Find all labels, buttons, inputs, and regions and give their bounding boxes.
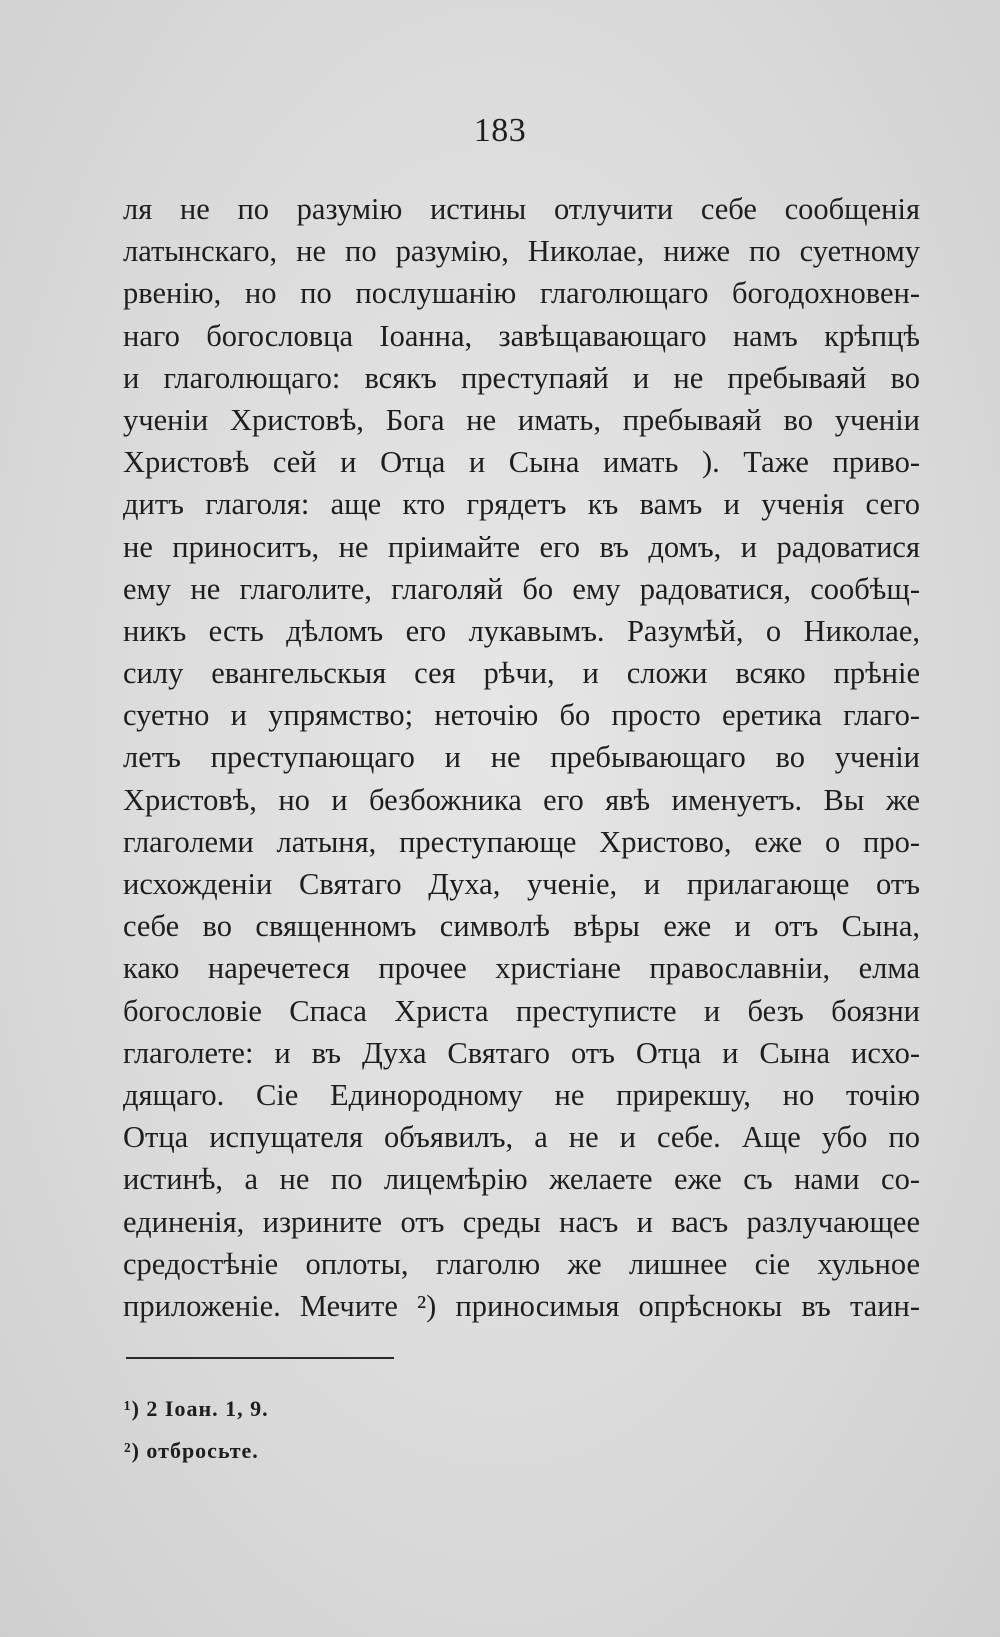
- text-line: средостѣніе оплоты, глаголю же лишнее сіе хульное: [123, 1246, 920, 1281]
- text-line: силу евангельскыя сея рѣчи, и сложи всяко прѣніе: [123, 656, 920, 691]
- text-line: латынскаго, не по разумію, Николае, ниже по суетному: [123, 234, 920, 269]
- footnotes: [124, 1388, 624, 1472]
- text-line: ученіи Христовѣ, Бога не имать, пребываяй во ученіи: [123, 402, 920, 437]
- text-line: и глаголющаго: всякъ преступаяй и не пребываяй во: [123, 360, 920, 395]
- footnote-mark: ²): [124, 1438, 140, 1463]
- text-line: единенія, изрините отъ среды насъ и васъ разлучающее: [123, 1204, 920, 1239]
- body-text: [123, 188, 920, 1327]
- text-line: никъ есть дѣломъ его лукавымъ. Разумѣй, о Николае,: [123, 613, 920, 648]
- text-line: глаголете: и въ Духа Святаго отъ Отца и Сына исхо-: [123, 1035, 920, 1070]
- text-line: како наречетеся прочее христіане православніи, елма: [123, 951, 920, 986]
- text-line: Христовѣ, но и безбожника его явѣ именуетъ. Вы же: [123, 782, 920, 817]
- text-line: Христовѣ сей и Отца и Сына имать ). Таже приво-: [123, 445, 920, 480]
- footnote-mark: ¹): [124, 1396, 140, 1421]
- text-line: истинѣ, а не по лицемѣрію желаете еже съ нами со-: [123, 1162, 920, 1197]
- text-line: рвенію, но по послушанію глаголющаго богодохновен-: [123, 276, 920, 311]
- footnote-text: 2 Іоан. 1, 9.: [146, 1396, 269, 1421]
- text-line: себе во священномъ символѣ вѣры еже и отъ Сына,: [123, 909, 920, 944]
- text-line: летъ преступающаго и не пребывающаго во ученіи: [123, 740, 920, 775]
- text-line: исхожденіи Святаго Духа, ученіе, и прилагающе отъ: [123, 867, 920, 901]
- page-number: 183: [473, 112, 527, 149]
- text-line: ля не по разумію истины отлучити себе сообщенія: [123, 192, 920, 226]
- text-line: дитъ глаголя: аще кто грядетъ къ вамъ и ученія сего: [123, 487, 920, 522]
- footnote: [124, 1430, 624, 1472]
- text-line: Отца испущателя объявилъ, а не и себе. Аще убо по: [123, 1120, 920, 1155]
- footnote: [124, 1388, 624, 1430]
- text-line: не приноситъ, не пріимайте его въ домъ, и радоватися: [123, 529, 920, 564]
- text-line: суетно и упрямство; неточію бо просто еретика глаго-: [123, 698, 920, 733]
- text-line: дящаго. Сіе Единородному не прирекшу, но точію: [123, 1077, 920, 1112]
- text-line: глаголеми латыня, преступающе Христово, еже о про-: [123, 824, 920, 859]
- text-line: ему не глаголите, глаголяй бо ему радоватися, сообѣщ-: [123, 571, 920, 606]
- text-line: приложеніе. Мечите ²) приносимыя опрѣснокы въ таин-: [123, 1288, 920, 1323]
- footnote-text: отбросьте.: [146, 1438, 259, 1463]
- footnote-divider: [126, 1357, 394, 1359]
- text-line: богословіе Спаса Христа преступисте и безъ боязни: [123, 993, 920, 1028]
- text-line: наго богословца Іоанна, завѣщавающаго намъ крѣпцѣ: [123, 318, 920, 353]
